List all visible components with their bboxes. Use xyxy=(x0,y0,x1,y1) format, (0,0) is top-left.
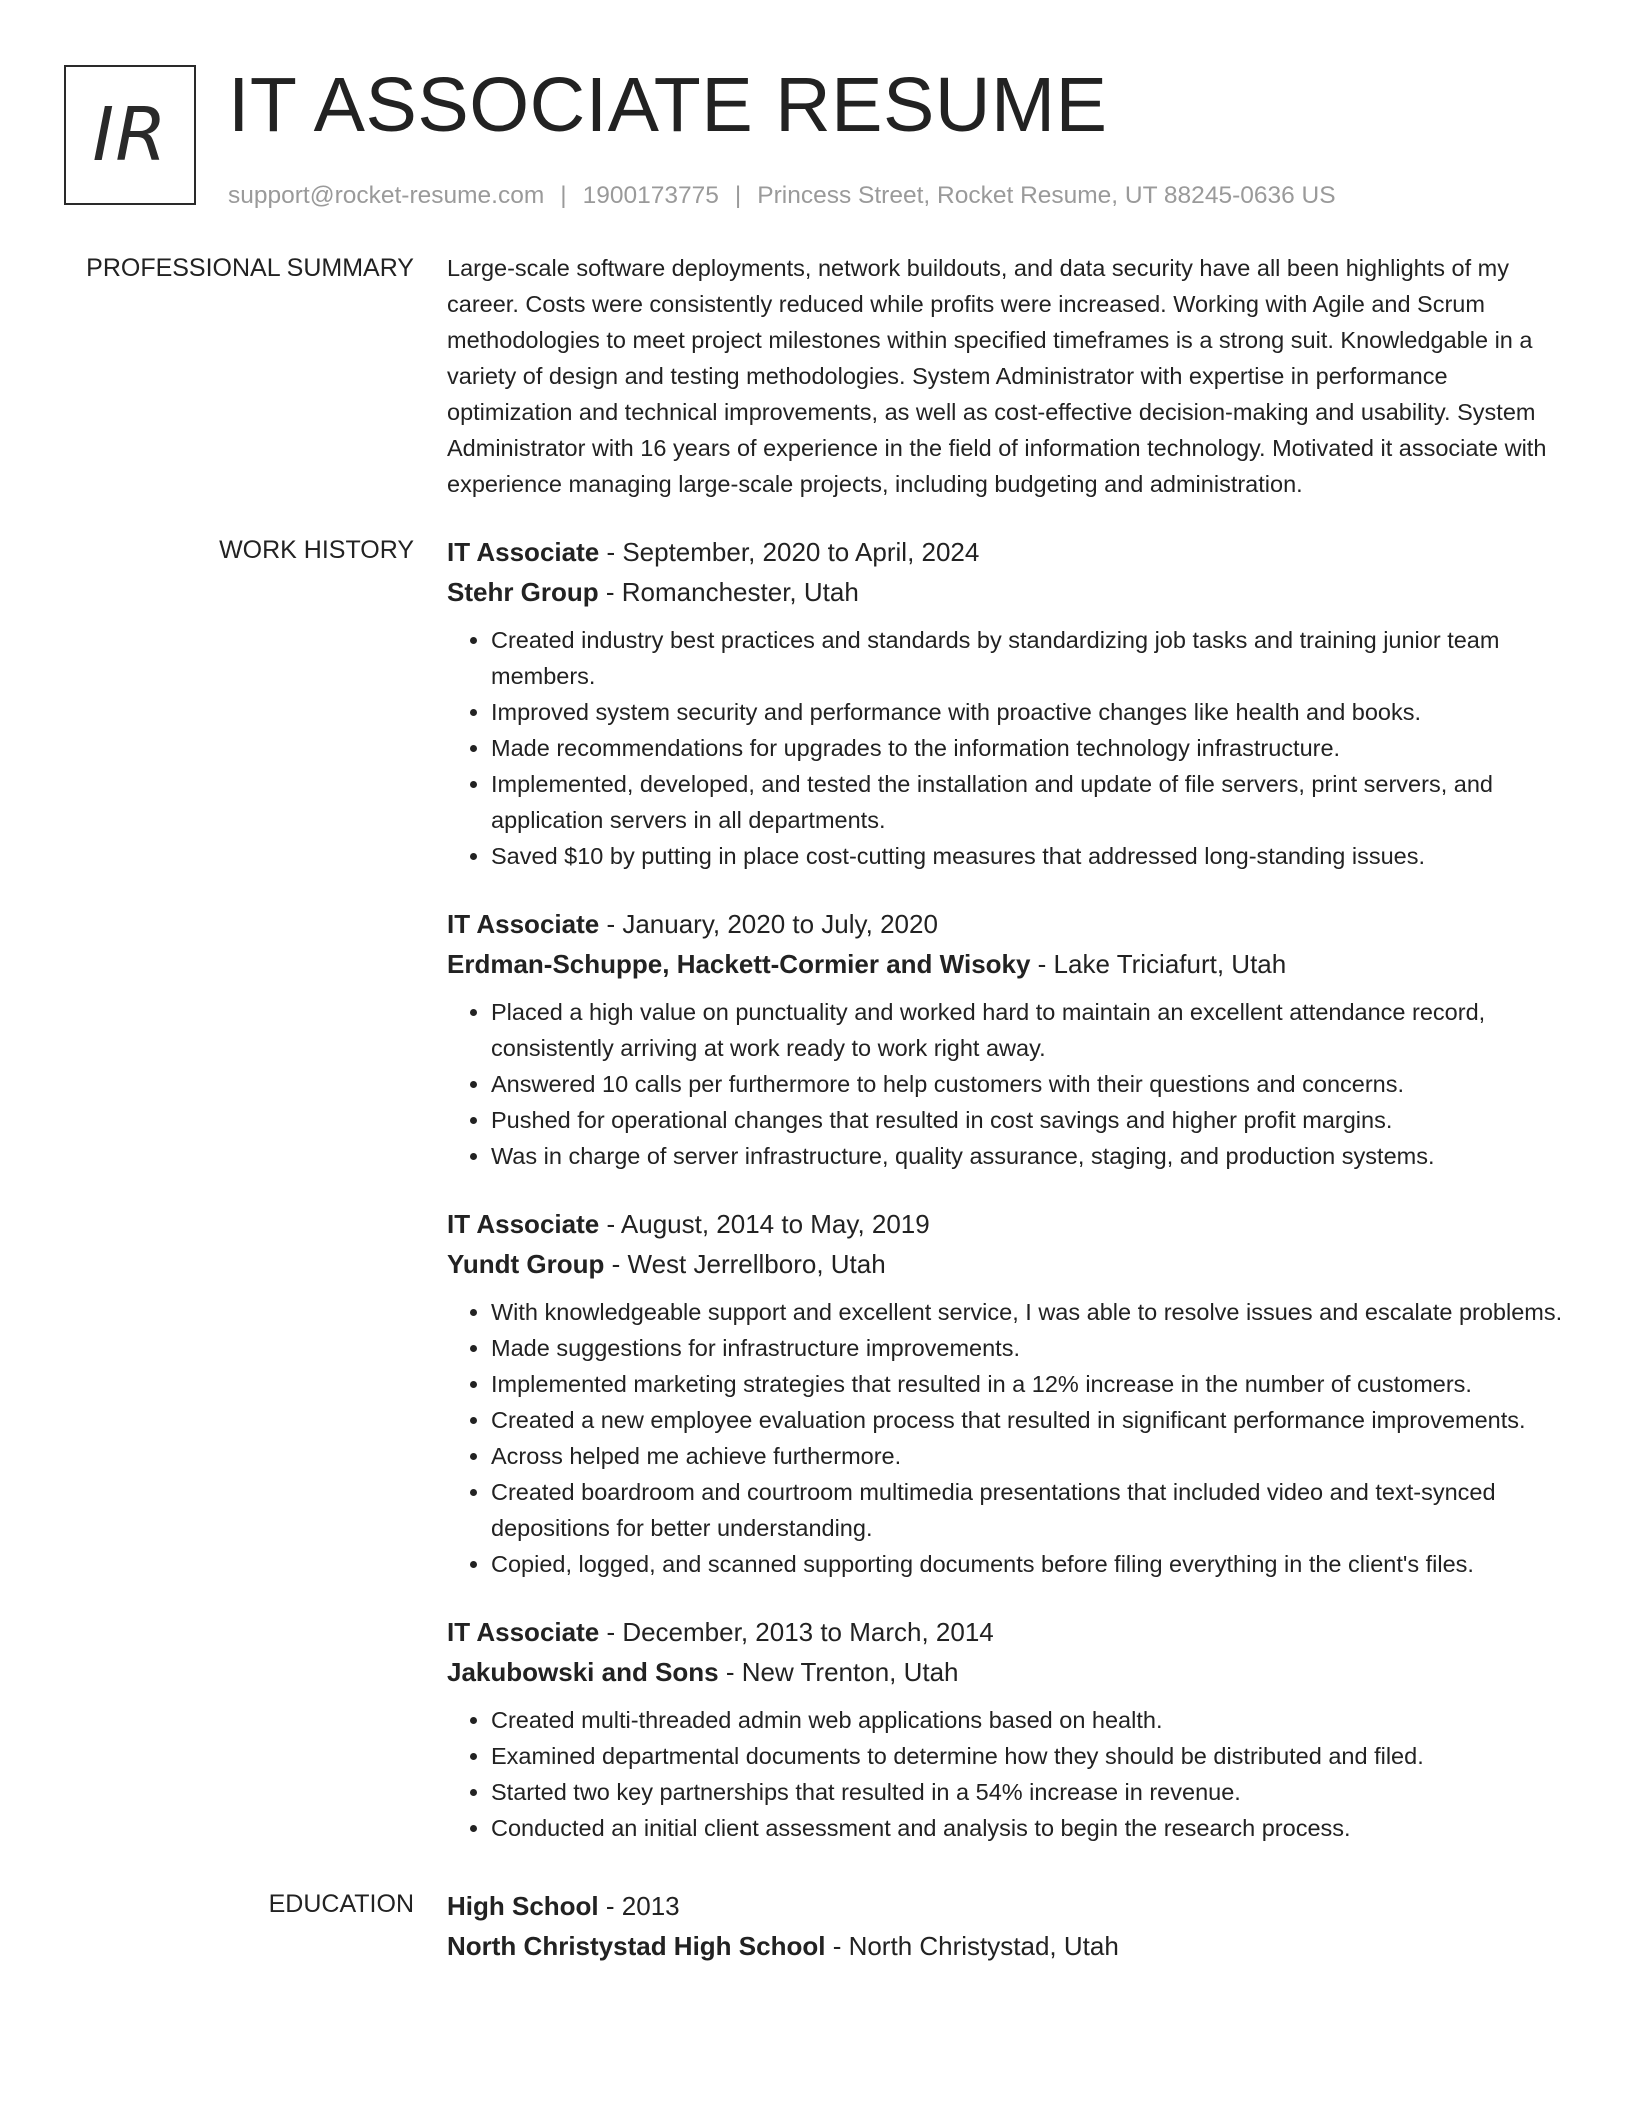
job-bullet: • Was in charge of server infrastructure, quality assurance, staging, and production systems. xyxy=(491,1138,1572,1174)
work-body xyxy=(447,532,1572,1876)
education-year: - 2013 xyxy=(598,1891,680,1921)
job-location: - West Jerrellboro, Utah xyxy=(604,1249,886,1279)
education-degree-line xyxy=(447,1886,1572,1926)
job-entry xyxy=(447,1612,1572,1846)
job-bullet: • Made recommendations for upgrades to the information technology infrastructure. xyxy=(491,730,1572,766)
contact-phone: 1900173775 xyxy=(582,182,719,209)
education-body xyxy=(447,1886,1572,1966)
professional-summary-section xyxy=(64,250,1572,502)
job-bullets xyxy=(447,1294,1572,1582)
job-title-line xyxy=(447,1204,1572,1244)
contact-line xyxy=(228,182,1336,210)
job-entry xyxy=(447,532,1572,874)
monogram-logo: IR xyxy=(64,65,196,205)
job-bullet: • Conducted an initial client assessment and analysis to begin the research process. xyxy=(491,1810,1572,1846)
education-location: - North Christystad, Utah xyxy=(825,1931,1119,1961)
job-bullet: • Started two key partnerships that resulted in a 54% increase in revenue. xyxy=(491,1774,1572,1810)
summary-text: Large-scale software deployments, network buildouts, and data security have all been highlights of my career. Costs were consistently reduced while profits were increased. Working with Agile and Scrum methodologies to meet project milestones within specified timeframes is a strong suit. Knowledgable in a variety of design and testing methodologies. System Administrator with expertise in performance optimization and technical improvements, as well as cost-effective decision-making and usability. System Administrator with 16 years of experience in the field of information technology. Motivated it associate with experience managing large-scale projects, including budgeting and administration. xyxy=(447,255,1547,497)
job-company-line xyxy=(447,944,1572,984)
job-location: - Lake Triciafurt, Utah xyxy=(1030,949,1287,979)
job-bullet: • Saved $10 by putting in place cost-cutting measures that addressed long-standing issues. xyxy=(491,838,1572,874)
job-entry xyxy=(447,1204,1572,1582)
education-school: North Christystad High School xyxy=(447,1931,826,1961)
job-bullet: • Created boardroom and courtroom multimedia presentations that included video and text-synced depositions for better understanding. xyxy=(491,1474,1572,1546)
education-school-line xyxy=(447,1926,1572,1966)
job-company-line xyxy=(447,572,1572,612)
job-title: IT Associate xyxy=(447,1209,600,1239)
job-location: - Romanchester, Utah xyxy=(598,577,859,607)
job-bullet: • Implemented marketing strategies that resulted in a 12% increase in the number of customers. xyxy=(491,1366,1572,1402)
job-bullet: • Created a new employee evaluation process that resulted in significant performance improvements. xyxy=(491,1402,1572,1438)
job-bullet: • Examined departmental documents to determine how they should be distributed and filed. xyxy=(491,1738,1572,1774)
job-bullet: • Created multi-threaded admin web applications based on health. xyxy=(491,1702,1572,1738)
job-company-line xyxy=(447,1244,1572,1284)
education-degree: High School xyxy=(447,1891,599,1921)
contact-email: support@rocket-resume.com xyxy=(228,182,545,209)
resume-header xyxy=(64,62,1572,210)
job-bullet: • Across helped me achieve furthermore. xyxy=(491,1438,1572,1474)
job-dates: - September, 2020 to April, 2024 xyxy=(599,537,980,567)
job-title: IT Associate xyxy=(447,537,600,567)
contact-separator: | xyxy=(560,182,567,209)
job-dates: - December, 2013 to March, 2014 xyxy=(599,1617,994,1647)
section-label-education: EDUCATION xyxy=(268,1890,414,1918)
job-title-line xyxy=(447,904,1572,944)
section-label-work: WORK HISTORY xyxy=(219,536,414,564)
job-bullet: • Pushed for operational changes that resulted in cost savings and higher profit margins. xyxy=(491,1102,1572,1138)
job-entry xyxy=(447,904,1572,1174)
summary-body xyxy=(447,250,1572,502)
job-bullet: • Improved system security and performance with proactive changes like health and books. xyxy=(491,694,1572,730)
education-section xyxy=(64,1886,1572,1966)
job-bullet: • Placed a high value on punctuality and worked hard to maintain an excellent attendance record, consistently arriving at work ready to work right away. xyxy=(491,994,1572,1066)
job-title: IT Associate xyxy=(447,1617,600,1647)
job-company: Erdman-Schuppe, Hackett-Cormier and Wisoky xyxy=(447,949,1031,979)
work-history-section xyxy=(64,532,1572,1876)
job-bullet: • Made suggestions for infrastructure improvements. xyxy=(491,1330,1572,1366)
job-title-line xyxy=(447,532,1572,572)
job-location: - New Trenton, Utah xyxy=(718,1657,959,1687)
job-bullets xyxy=(447,994,1572,1174)
header-text xyxy=(228,62,1336,210)
job-bullet: • Implemented, developed, and tested the installation and update of file servers, print servers, and application servers in all departments. xyxy=(491,766,1572,838)
job-company: Jakubowski and Sons xyxy=(447,1657,719,1687)
contact-separator: | xyxy=(734,182,742,209)
job-bullet: • Copied, logged, and scanned supporting documents before filing everything in the client's files. xyxy=(491,1546,1572,1582)
contact-address: Princess Street, Rocket Resume, UT 88245-0636 US xyxy=(757,182,1336,209)
job-bullet: • Answered 10 calls per furthermore to help customers with their questions and concerns. xyxy=(491,1066,1572,1102)
job-company: Stehr Group xyxy=(447,577,599,607)
job-title-line xyxy=(447,1612,1572,1652)
job-company-line xyxy=(447,1652,1572,1692)
resume-title: IT ASSOCIATE RESUME xyxy=(228,62,1108,148)
job-bullet: • With knowledgeable support and excellent service, I was able to resolve issues and escalate problems. xyxy=(491,1294,1572,1330)
job-bullet: • Created industry best practices and standards by standardizing job tasks and training junior team members. xyxy=(491,622,1572,694)
job-bullets xyxy=(447,1702,1572,1846)
job-bullets xyxy=(447,622,1572,874)
job-dates: - January, 2020 to July, 2020 xyxy=(599,909,938,939)
section-label-summary: PROFESSIONAL SUMMARY xyxy=(86,254,414,282)
job-dates: - August, 2014 to May, 2019 xyxy=(599,1209,930,1239)
job-company: Yundt Group xyxy=(447,1249,605,1279)
job-title: IT Associate xyxy=(447,909,600,939)
